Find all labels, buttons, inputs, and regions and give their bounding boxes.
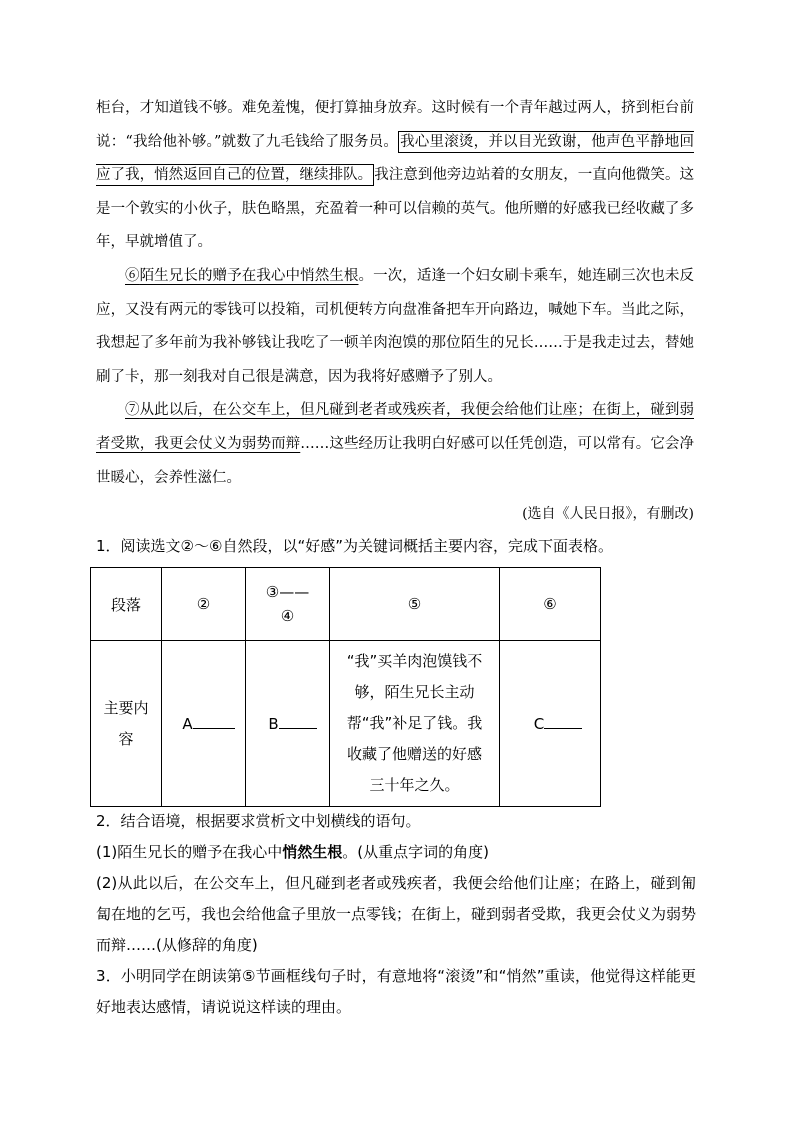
answer-blank-b[interactable] [246, 641, 330, 807]
blank-c-line [544, 728, 582, 729]
blank-b-line [279, 728, 317, 729]
table-header-row [91, 568, 601, 641]
question-3-prompt: 3．小明同学在朗读第⑤节画框线句子时，有意地将“滚烫”和“悄然”重读，他觉得这样能更好地表达感情，请说说这样读的理由。 [96, 967, 696, 1016]
paragraph-7-text: ……这些经历让我明白好感可以任凭创造，可以常有。它会净世暖心，会养性滋仁。 [96, 435, 695, 486]
question-2 [96, 806, 696, 961]
blank-a-line [193, 728, 235, 729]
blank-b-label: B [268, 714, 279, 733]
paragraph-6-underlined-text: 陌生兄长的赠予在我心中悄然生根 [139, 267, 359, 284]
item-1-suffix: 。(从重点字词的角度) [342, 843, 489, 861]
question-2-item-1 [96, 837, 696, 868]
paragraph-5-continued [96, 92, 694, 260]
paragraph-6-underlined [125, 268, 358, 284]
question-3 [96, 961, 696, 1023]
answer-table [90, 567, 601, 807]
table-col-6: ⑥ [500, 568, 601, 641]
table-content-row [91, 641, 601, 807]
paragraph-7-number: ⑦ [125, 402, 140, 419]
blank-c-label: C [533, 714, 545, 733]
boxed-sentence: 我心里滚烫，并以目光致谢，他声色平静地回应了我，悄然返回自己的位置，继续排队。 [96, 131, 694, 187]
table-header-label: 段落 [91, 568, 162, 641]
paragraph-6-number: ⑥ [125, 267, 140, 284]
table-col-3-4 [246, 568, 330, 641]
source-citation: (选自《人民日报》，有删改) [522, 506, 694, 522]
answer-blank-a[interactable] [162, 641, 246, 807]
question-2-prompt: 2．结合语境，根据要求赏析文中划横线的语句。 [96, 812, 421, 830]
table-content-5 [330, 641, 500, 807]
table-row-label-text: 主要内容 [103, 698, 149, 748]
paragraph-7-underlined-text: 从此以后，在公交车上，但凡碰到老者或残疾者，我便会给他们让座；在街上，碰到弱者受欺，我更会仗义为弱势而辩 [96, 402, 694, 452]
paragraph-6-text: 。一次，适逢一个妇女刷卡乘车，她连刷三次也未反应，又没有两元的零钱可以投箱，司机便转方向盘准备把车开向路边，喊她下车。当此之际，我想起了多年前为我补够钱让我吃了一顿羊肉泡馍的那位陌生的兄长……于是我走过去，替她刷了卡，那一刻我对自己很是满意，因为我将好感赠予了别人。 [96, 267, 695, 385]
question-2-item-2: (2)从此以后，在公交车上，但凡碰到老者或残疾者，我便会给他们让座；在路上，碰到匍匐在地的乞丐，我也会给他盒子里放一点零钱；在街上，碰到弱者受欺，我更会仗义为弱势而辩……(从修辞的角度) [96, 874, 697, 954]
question-1 [96, 531, 696, 562]
answer-blank-c[interactable] [500, 641, 601, 807]
table-col-4: ④ [280, 607, 295, 625]
paragraph-5-text: 柜台，才知道钱不够。难免羞愧，便打算抽身放弃。这时候有一个青年越过两人，挤到柜台前说：“我给他补够。”就数了九毛钱给了服务员。 [96, 100, 694, 150]
table-col-5: ⑤ [330, 568, 500, 641]
item-1-bold: 悄然生根 [282, 843, 343, 861]
table-col-3: ③—— [265, 583, 310, 601]
paragraph-5-text-end: 我注意到他旁边站着的女朋友，一直向他微笑。这是一个敦实的小伙子，肤色略黑，充盈着一种可以信赖的英气。他所赠的好感我已经收藏了多年，早就增值了。 [96, 167, 695, 251]
content-5-text: “我”买羊肉泡馍钱不够，陌生兄长主动帮“我”补足了钱。我收藏了他赠送的好感三十年之久。 [346, 652, 483, 794]
table-row-label [91, 641, 162, 807]
table-col-2: ② [162, 568, 246, 641]
item-1-prefix: (1)陌生兄长的赠予在我心中 [96, 843, 283, 861]
paragraph-6 [96, 260, 694, 394]
reading-passage [96, 92, 694, 495]
question-1-prompt: 1．阅读选文②～⑥自然段，以“好感”为关键词概括主要内容，完成下面表格。 [96, 537, 613, 555]
blank-a-label: A [182, 714, 193, 733]
paragraph-7 [96, 394, 694, 495]
